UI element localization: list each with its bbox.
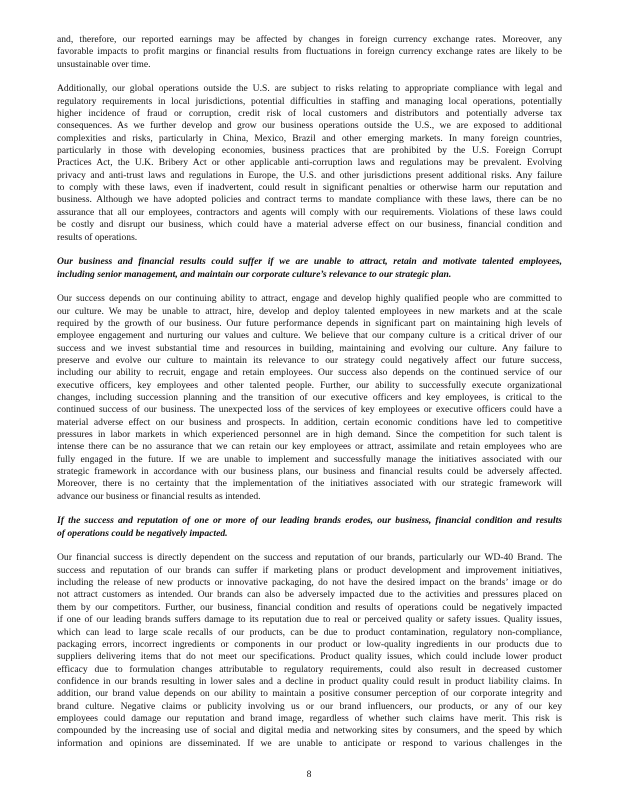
text-line: continued success of our business. The unexpected loss of the services of key employees or executive officers could have a — [57, 404, 562, 416]
text-line: Practices Act, the U.K. Bribery Act or other applicable anti-corruption laws and regulations may be prevalent. Evolving — [57, 157, 562, 169]
text-line: higher incidence of fraud or corruption, credit risk of local customers and distributors and potentially adverse tax — [57, 108, 562, 120]
text-line: complexities and risks, particularly in China, Mexico, Brazil and other emerging markets. In many foreign countries, — [57, 132, 562, 144]
text-line: them by our competitors. Further, our business, financial condition and results of operations could be negatively impacted — [57, 601, 562, 613]
text-line: required by the growth of our business. Our future performance depends in significant part on maintaining high levels of — [57, 317, 562, 329]
text-line: Moreover, there is no certainty that the implementation of the initiatives associated with our strategic framework will — [57, 478, 562, 490]
text-line: including the release of new products or innovative packaging, do not have the desired impact on the brands’ image or do — [57, 577, 562, 589]
document-page — [57, 34, 562, 762]
text-line: and, therefore, our reported earnings may be affected by changes in foreign currency exchange rates. Moreover, any — [57, 34, 562, 45]
text-line: success and reputation of our brands can suffer if marketing plans or product development and improvement initiatives, — [57, 564, 562, 576]
body-paragraph — [57, 34, 562, 71]
body-paragraph — [57, 552, 562, 750]
text-line: of operations could be negatively impacted. — [57, 527, 228, 539]
text-line: confidence in our brands resulting in lower sales and a decline in product quality could result in product liability claims. In — [57, 675, 562, 687]
text-line: changes, including succession planning and the transition of our executive officers and key employees, is critical to the — [57, 391, 562, 403]
text-line: packaging errors, incorrect ingredients or components in our product or low-quality ingredients in our products due to — [57, 638, 562, 650]
text-line: particularly in those with developing economies, business practices that are prohibited by the U.S. Foreign Corrupt — [57, 145, 562, 157]
text-line: fully engaged in the future. If we are unable to implement and successfully manage the initiatives associated with our — [57, 453, 562, 465]
text-line: efficacy due to formulation changes attributable to regulatory requirements, could also result in decreased customer — [57, 663, 562, 675]
text-line: favorable impacts to profit margins or financial results from fluctuations in foreign currency exchange rates are likely to be — [57, 46, 562, 58]
text-line: Our business and financial results could suffer if we are unable to attract, retain and motivate talented employees, — [57, 256, 562, 268]
text-line: preserve and evolve our culture to maintain its relevance to our strategy could negatively affect our future success, — [57, 354, 562, 366]
text-line: advance our business or financial results as intended. — [57, 490, 261, 502]
text-line: regulatory requirements in local jurisdictions, potential difficulties in staffing and managing local operations, potentially — [57, 95, 562, 107]
text-line: pressures in labor markets in which experienced personnel are in high demand. Since the competition for such talent is — [57, 429, 562, 440]
text-line: Our success depends on our continuing ability to attract, engage and develop highly qualified people who are committed to — [57, 293, 562, 305]
text-line: executive officers, key employees and other talented people. Further, our ability to successfully execute organizational — [57, 379, 562, 391]
text-line: suppliers delivering items that do not meet our specifications. Product quality issues, which could include lower product — [57, 651, 562, 663]
text-line: information and opinions are disseminated. If we are unable to anticipate or respond to various challenges in the — [57, 737, 562, 749]
text-line: our culture. We may be unable to attract, hire, develop and deploy talented employees in new markets and at the scale — [57, 305, 562, 317]
text-line: intense there can be no assurance that we can retain our key employees or attract, assimilate and retain employees who are — [57, 441, 562, 453]
text-line: privacy and anti-trust laws and regulations in Europe, the U.S. and other jurisdictions present additional risks. Any failure — [57, 169, 562, 181]
section-heading — [57, 256, 562, 281]
text-line: success and we invest substantial time and resources in building, maintaining and evolving our culture. Any failure to — [57, 342, 562, 354]
text-line: strategic framework in accordance with our business plans, our business and financial results could be adversely affected. — [57, 466, 562, 478]
text-line: material adverse effect on our business and prospects. In addition, certain economic conditions have led to competitive — [57, 416, 562, 428]
text-line: assurance that all our employees, contractors and agents will comply with our requirements. Violations of these laws could — [57, 206, 562, 218]
text-line: consequences. As we further develop and grow our business operations outside the U.S., we are exposed to additional — [57, 120, 562, 132]
text-line: results of operations. — [57, 231, 138, 243]
text-line: employee engagement and nurturing our values and culture. We believe that our company culture is a critical driver of our — [57, 330, 562, 342]
text-line: addition, our brand value depends on our ability to maintain a positive consumer perception of our corporate integrity and — [57, 688, 562, 700]
text-line: brand culture. Negative claims or publicity involving us or our brand influencers, our products, or any of our key — [57, 700, 562, 712]
text-line: If the success and reputation of one or more of our leading brands erodes, our business, financial condition and results — [57, 515, 562, 527]
text-line: business. Although we have adopted policies and contract terms to mandate compliance with these laws, there can be no — [57, 194, 562, 206]
section-heading — [57, 515, 562, 540]
text-line: be costly and disrupt our business, which could have a material adverse effect on our business, financial condition and — [57, 219, 562, 231]
text-line: Our financial success is directly dependent on the success and reputation of our brands, particularly our WD-40 Brand. The — [57, 552, 562, 564]
text-line: to comply with these laws, even if inadvertent, could result in significant penalties or otherwise harm our reputation and — [57, 182, 562, 194]
page-number: 8 — [306, 769, 312, 780]
text-line: compounded by the increasing use of social and digital media and networking sites by consumers, and the speed by which — [57, 725, 562, 737]
text-line: Additionally, our global operations outside the U.S. are subject to risks relating to appropriate compliance with legal and — [57, 83, 562, 95]
text-line: which can lead to large scale recalls of our products, can be due to product contamination, regulatory non-compliance, — [57, 626, 562, 638]
text-line: including senior management, and maintain our corporate culture’s relevance to our strategic plan. — [57, 268, 452, 280]
body-paragraph — [57, 83, 562, 243]
text-line: not attract customers as intended. Our brands can also be adversely impacted due to the activities and pressures placed on — [57, 589, 562, 601]
body-paragraph — [57, 293, 562, 503]
text-line: including our ability to recruit, engage and retain employees. Our success also depends on the continued service of our — [57, 367, 562, 379]
text-line: unsustainable over time. — [57, 58, 151, 70]
text-line: employees could damage our reputation and brand image, regardless of whether such claims have merit. This risk is — [57, 712, 562, 724]
text-line: if one of our leading brands suffers damage to its reputation due to real or perceived quality or safety issues. Quality issues, — [57, 614, 562, 626]
